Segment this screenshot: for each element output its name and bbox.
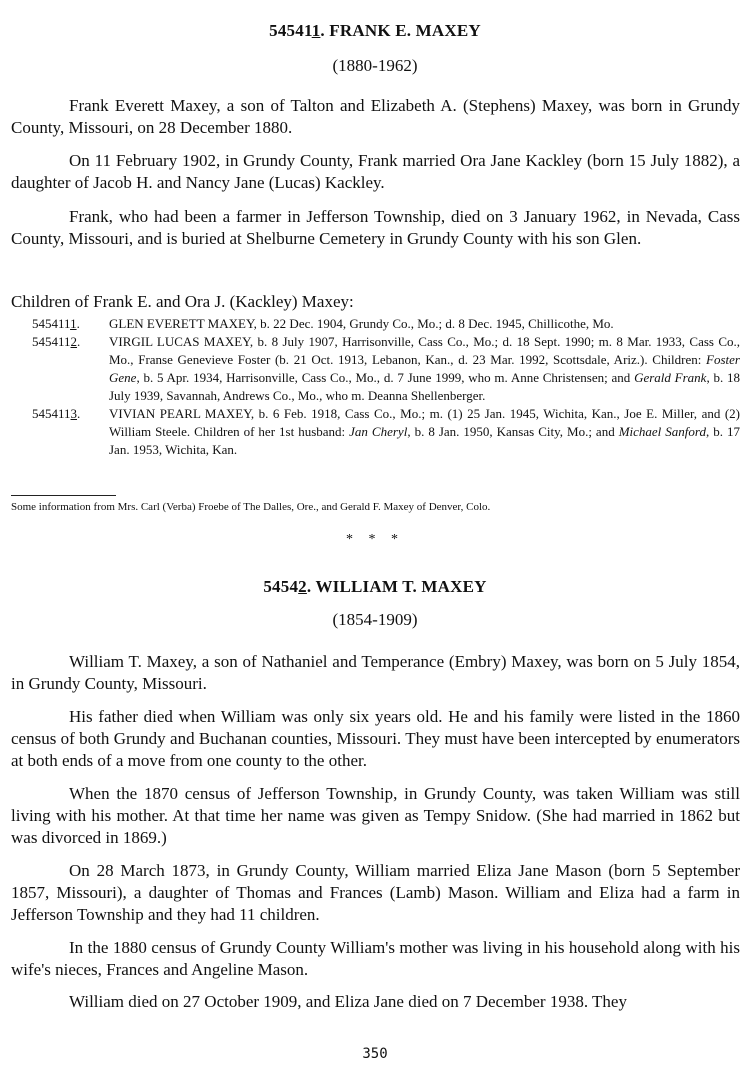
- paragraph: His father died when William was only six years old. He and his family were listed in the 1860 census of both Grundy and Buchanan counties, Missouri. They must have been intercepted by enumerators at both ends of a move from one county to the other.: [11, 707, 740, 770]
- child-number: 5454112.: [32, 334, 81, 349]
- paragraph: William T. Maxey, a son of Nathaniel and Temperance (Embry) Maxey, was born on 5 July 1854, in Grundy County, Missouri.: [11, 652, 740, 693]
- section-heading-william: 54542. WILLIAM T. MAXEY: [263, 577, 487, 596]
- child-number: 5454113.: [32, 406, 81, 421]
- section-heading-frank: 545411. FRANK E. MAXEY: [269, 21, 481, 40]
- paragraph: On 11 February 1902, in Grundy County, Frank married Ora Jane Kackley (born 15 July 1882), a daughter of Jacob H. and Nancy Jane (Lucas) Kackley.: [11, 151, 740, 192]
- section-dates-frank: (1880-1962): [332, 56, 418, 75]
- paragraph: When the 1870 census of Jefferson Township, in Grundy County, was taken William was still living with his mother. At that time her name was given as Tempy Snidow. (She had married in 1862 but was divorced in 1869.): [11, 784, 740, 847]
- footnote-rule: [11, 495, 116, 496]
- paragraph: William died on 27 October 1909, and Eliza Jane died on 7 December 1938. They: [69, 992, 627, 1011]
- child-number: 5454111.: [32, 316, 80, 331]
- section-separator: * * *: [346, 532, 404, 547]
- page-number: 350: [362, 1046, 388, 1062]
- list-item: 5454113. VIVIAN PEARL MAXEY, b. 6 Feb. 1918, Cass Co., Mo.; m. (1) 25 Jan. 1945, Wichita, Kan., Joe E. Miller, and (2) William Steele. Children of her 1st husband: Jan Cheryl, b. 8 Jan. 1950, Kansas City, Mo.; and Michael Sanford, b. 17 Jan. 1953, Wichita, Kan.: [32, 406, 741, 457]
- list-item: 5454111. GLEN EVERETT MAXEY, b. 22 Dec. 1904, Grundy Co., Mo.; d. 8 Dec. 1945, Chillicothe, Mo.: [32, 316, 614, 331]
- footnote: Some information from Mrs. Carl (Verba) Froebe of The Dalles, Ore., and Gerald F. Maxey of Denver, Colo.: [11, 501, 491, 513]
- list-item: 5454112. VIRGIL LUCAS MAXEY, b. 8 July 1907, Harrisonville, Cass Co., Mo.; d. 18 Sept. 1990; m. 8 Mar. 1933, Cass Co., Mo., Franse Genevieve Foster (b. 21 Oct. 1913, Lebanon, Kan., d. 23 Mar. 1992, Scottsdale, Ariz.). Children: Foster Gene, b. 5 Apr. 1934, Harrisonville, Cass Co., Mo., d. 7 June 1999, who m. Anne Christensen; and Gerald Frank, b. 18 July 1939, Savannah, Andrews Co., Mo., who m. Deanna Shellenberger.: [32, 334, 741, 403]
- children-heading: Children of Frank E. and Ora J. (Kackley) Maxey:: [11, 292, 354, 311]
- children-list: [11, 315, 740, 459]
- paragraph: Frank Everett Maxey, a son of Talton and Elizabeth A. (Stephens) Maxey, was born in Grundy County, Missouri, on 28 December 1880.: [11, 96, 740, 137]
- paragraph: Frank, who had been a farmer in Jefferson Township, died on 3 January 1962, in Nevada, Cass County, Missouri, and is buried at Shelburne Cemetery in Grundy County with his son Glen.: [11, 207, 740, 248]
- paragraph: In the 1880 census of Grundy County William's mother was living in his household along with his wife's nieces, Frances and Angeline Mason.: [11, 938, 740, 979]
- section-dates-william: (1854-1909): [332, 610, 418, 629]
- paragraph: On 28 March 1873, in Grundy County, William married Eliza Jane Mason (born 5 September 1857, Missouri), a daughter of Thomas and Frances (Lamb) Mason. William and Eliza had a farm in Jefferson Township and they had 11 children.: [11, 861, 740, 924]
